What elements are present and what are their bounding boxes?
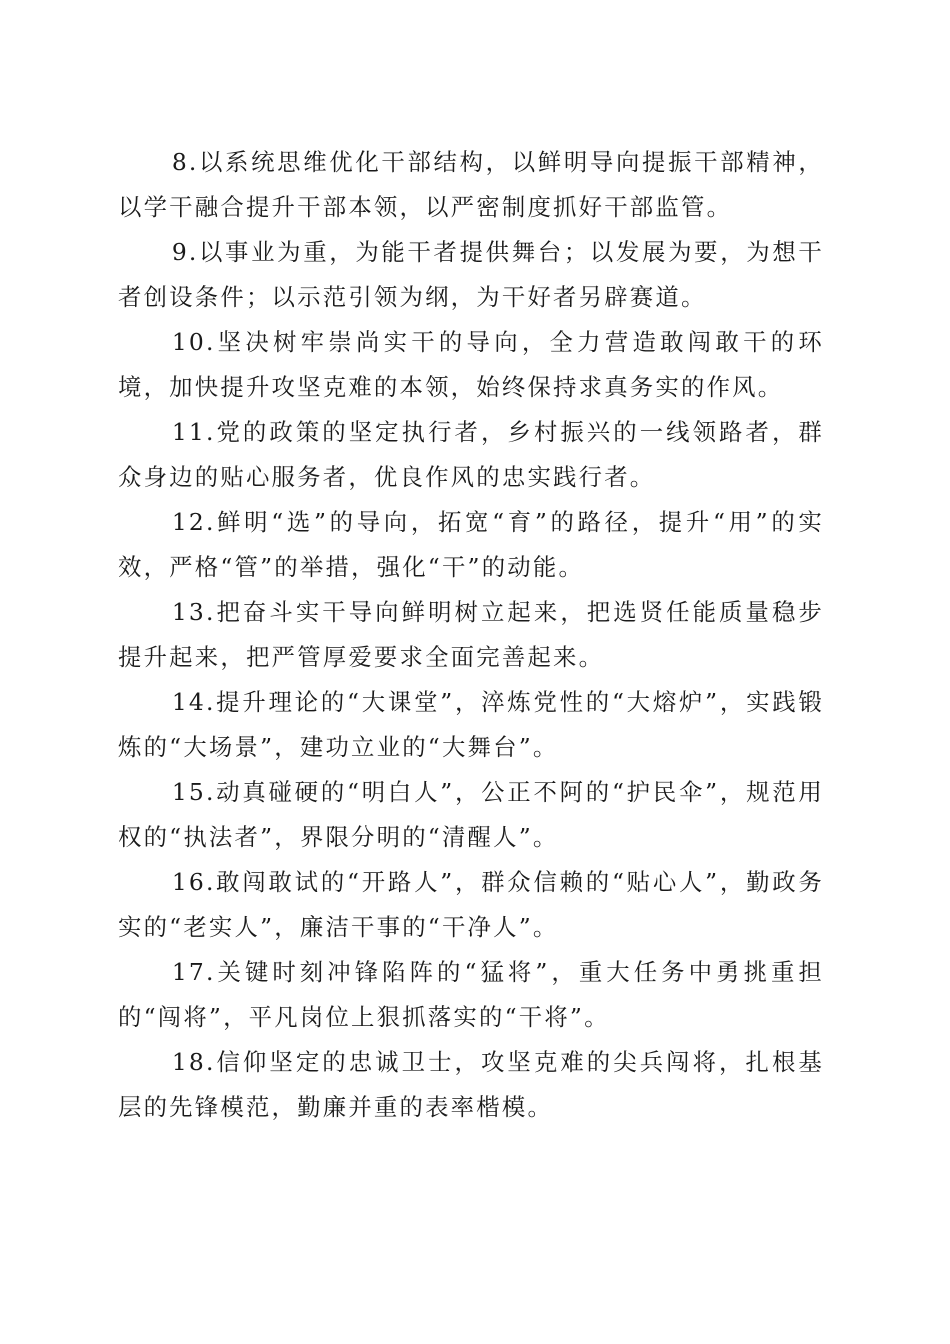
paragraph-item-18: 18.信仰坚定的忠诚卫士，攻坚克难的尖兵闯将，扎根基层的先锋模范，勤廉并重的表率楷模。 xyxy=(118,1048,824,1121)
paragraph-item-11: 11.党的政策的坚定执行者，乡村振兴的一线领路者，群众身边的贴心服务者，优良作风的忠实践行者。 xyxy=(118,418,824,491)
paragraph-item-14: 14.提升理论的“大课堂”，淬炼党性的“大熔炉”，实践锻炼的“大场景”，建功立业的“大舞台”。 xyxy=(118,688,824,761)
paragraph-item-8: 8.以系统思维优化干部结构，以鲜明导向提振干部精神，以学干融合提升干部本领，以严密制度抓好干部监管。 xyxy=(118,148,824,221)
paragraph-item-17: 17.关键时刻冲锋陷阵的“猛将”，重大任务中勇挑重担的“闯将”，平凡岗位上狠抓落实的“干将”。 xyxy=(118,958,824,1031)
paragraph-item-16: 16.敢闯敢试的“开路人”，群众信赖的“贴心人”，勤政务实的“老实人”，廉洁干事的“干净人”。 xyxy=(118,868,824,941)
paragraph-item-13: 13.把奋斗实干导向鲜明树立起来，把选贤任能质量稳步提升起来，把严管厚爱要求全面完善起来。 xyxy=(118,598,824,671)
paragraph-item-9: 9.以事业为重，为能干者提供舞台；以发展为要，为想干者创设条件；以示范引领为纲，为干好者另辟赛道。 xyxy=(118,238,824,311)
paragraph-item-12: 12.鲜明“选”的导向，拓宽“育”的路径，提升“用”的实效，严格“管”的举措，强化“干”的动能。 xyxy=(118,508,824,581)
paragraph-item-10: 10.坚决树牢崇尚实干的导向，全力营造敢闯敢干的环境，加快提升攻坚克难的本领，始终保持求真务实的作风。 xyxy=(118,328,824,401)
paragraph-item-15: 15.动真碰硬的“明白人”，公正不阿的“护民伞”，规范用权的“执法者”，界限分明的“清醒人”。 xyxy=(118,778,824,851)
document-body xyxy=(118,140,824,1130)
